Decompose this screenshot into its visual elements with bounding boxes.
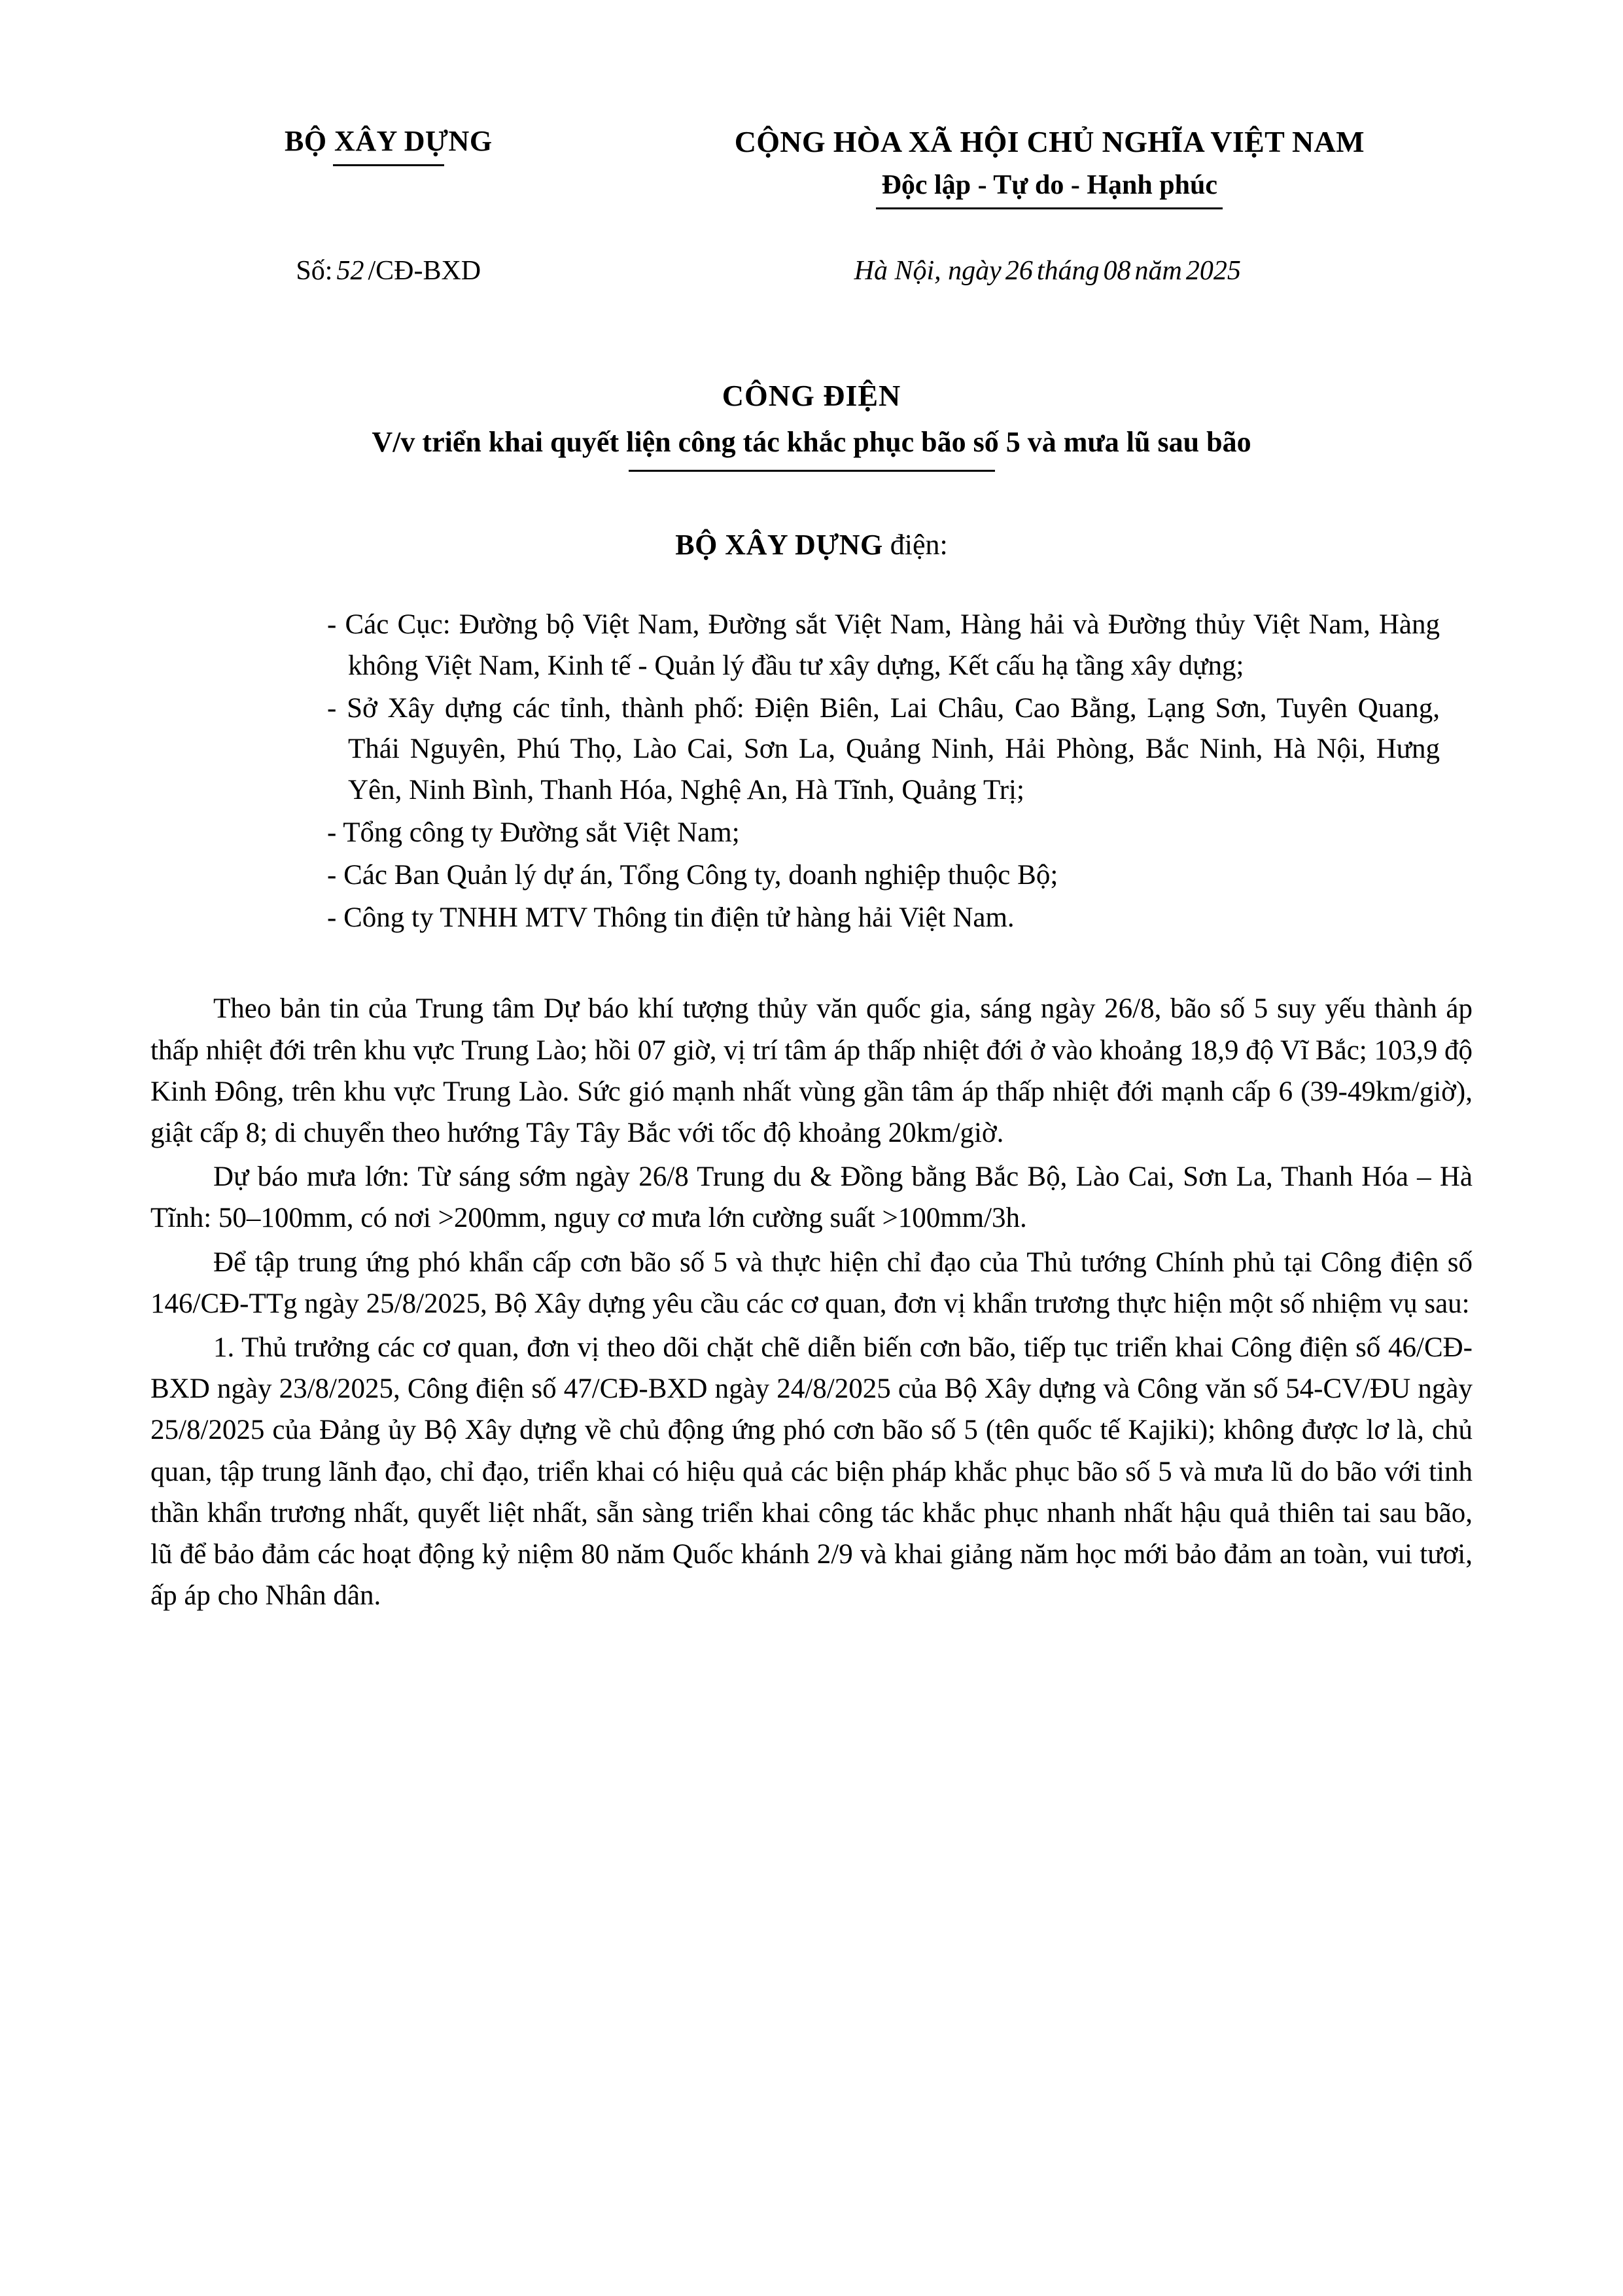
body-paragraph: Dự báo mưa lớn: Từ sáng sớm ngày 26/8 Trung du & Đồng bằng Bắc Bộ, Lào Cai, Sơn La, Thanh Hóa – Hà Tĩnh: 50–100mm, có nơi >200mm, nguy cơ mưa lớn cường suất >100mm/3h. — [150, 1161, 1473, 1234]
document-number-line — [150, 255, 627, 287]
date-year: 2025 — [1185, 256, 1241, 286]
body-paragraph: Theo bản tin của Trung tâm Dự báo khí tượng thủy văn quốc gia, sáng ngày 26/8, bão số 5 suy yếu thành áp thấp nhiệt đới trên khu vực Trung Lào; hồi 07 giờ, vị trí tâm áp thấp nhiệt đới ở vào khoảng 18,9 độ Vĩ Bắc; 103,9 độ Kinh Đông, trên khu vực Trung Lào. Sức gió mạnh nhất vùng gần tâm áp thấp nhiệt đới mạnh cấp 6 (39-49km/giờ), giật cấp 8; di chuyển theo hướng Tây Tây Bắc với tốc độ khoảng 20km/giờ. — [150, 993, 1473, 1148]
date-month: 08 — [1103, 256, 1131, 286]
place-and-date-prefix: Hà Nội, ngày — [854, 256, 1002, 286]
date-day: 26 — [1005, 256, 1033, 286]
list-item: - Tổng công ty Đường sắt Việt Nam; — [327, 817, 740, 849]
title-block — [150, 378, 1473, 472]
document-subheader — [150, 255, 1473, 287]
document-number-suffix: /CĐ-BXD — [368, 256, 481, 286]
sender-verb: điện: — [890, 529, 948, 561]
list-item: - Các Cục: Đường bộ Việt Nam, Đường sắt Việt Nam, Hàng hải và Đường thủy Việt Nam, Hàng không Việt Nam, Kinh tế - Quản lý đầu tư xây dựng, Kết cấu hạ tầng xây dựng; — [327, 609, 1440, 681]
document-body — [150, 988, 1473, 1616]
issuing-organization: BỘ XÂY DỰNG — [285, 124, 493, 170]
body-paragraph: Để tập trung ứng phó khẩn cấp cơn bão số 5 và thực hiện chỉ đạo của Thủ tướng Chính phủ tại Công điện số 146/CĐ-TTg ngày 25/8/2025, Bộ Xây dựng yêu cầu các cơ quan, đơn vị khẩn trương thực hiện một số nhiệm vụ sau: — [150, 1246, 1473, 1319]
recipients-list — [150, 605, 1473, 938]
document-header — [150, 98, 1473, 209]
national-title: CỘNG HÒA XÃ HỘI CHỦ NGHĨA VIỆT NAM — [734, 125, 1365, 158]
national-heading-block — [627, 98, 1473, 209]
document-number-value: 52 — [336, 256, 364, 286]
date-year-label: năm — [1134, 256, 1182, 286]
date-month-label: tháng — [1036, 256, 1100, 286]
document-number-prefix: Số: — [296, 256, 333, 286]
list-item: - Sở Xây dựng các tỉnh, thành phố: Điện Biên, Lai Châu, Cao Bằng, Lạng Sơn, Tuyên Quang, Thái Nguyên, Phú Thọ, Lào Cai, Sơn La, Quảng Ninh, Hải Phòng, Bắc Ninh, Hà Nội, Hưng Yên, Ninh Bình, Thanh Hóa, Nghệ An, Hà Tĩnh, Quảng Trị; — [327, 692, 1440, 806]
document-type-title: CÔNG ĐIỆN — [722, 379, 901, 412]
national-motto: Độc lập - Tự do - Hạnh phúc — [876, 169, 1223, 209]
sender-name: BỘ XÂY DỰNG — [675, 529, 883, 561]
issuing-organization-block — [150, 98, 627, 170]
sender-line — [150, 528, 1473, 561]
list-item: - Công ty TNHH MTV Thông tin điện tử hàng hải Việt Nam. — [327, 902, 1015, 933]
document-date-line — [627, 255, 1473, 287]
body-paragraph: 1. Thủ trưởng các cơ quan, đơn vị theo dõi chặt chẽ diễn biến cơn bão, tiếp tục triển khai Công điện số 46/CĐ-BXD ngày 23/8/2025, Công điện số 47/CĐ-BXD ngày 24/8/2025 của Bộ Xây dựng và Công văn số 54-CV/ĐU ngày 25/8/2025 của Đảng ủy Bộ Xây dựng về chủ động ứng phó cơn bão số 5 (tên quốc tế Kajiki); không được lơ là, chủ quan, tập trung lãnh đạo, chỉ đạo, triển khai có hiệu quả các biện pháp khắc phục bão số 5 và mưa lũ do bão với tinh thần khẩn trương nhất, quyết liệt nhất, sẵn sàng triển khai công tác khắc phục nhanh nhất hậu quả thiên tai sau bão, lũ để bảo đảm các hoạt động kỷ niệm 80 năm Quốc khánh 2/9 và khai giảng năm học mới bảo đảm an toàn, vui tươi, ấp áp cho Nhân dân. — [150, 1332, 1473, 1612]
document-subject: V/v triển khai quyết liện công tác khắc phục bão số 5 và mưa lũ sau bão — [372, 423, 1251, 472]
list-item: - Các Ban Quản lý dự án, Tổng Công ty, doanh nghiệp thuộc Bộ; — [327, 859, 1058, 891]
